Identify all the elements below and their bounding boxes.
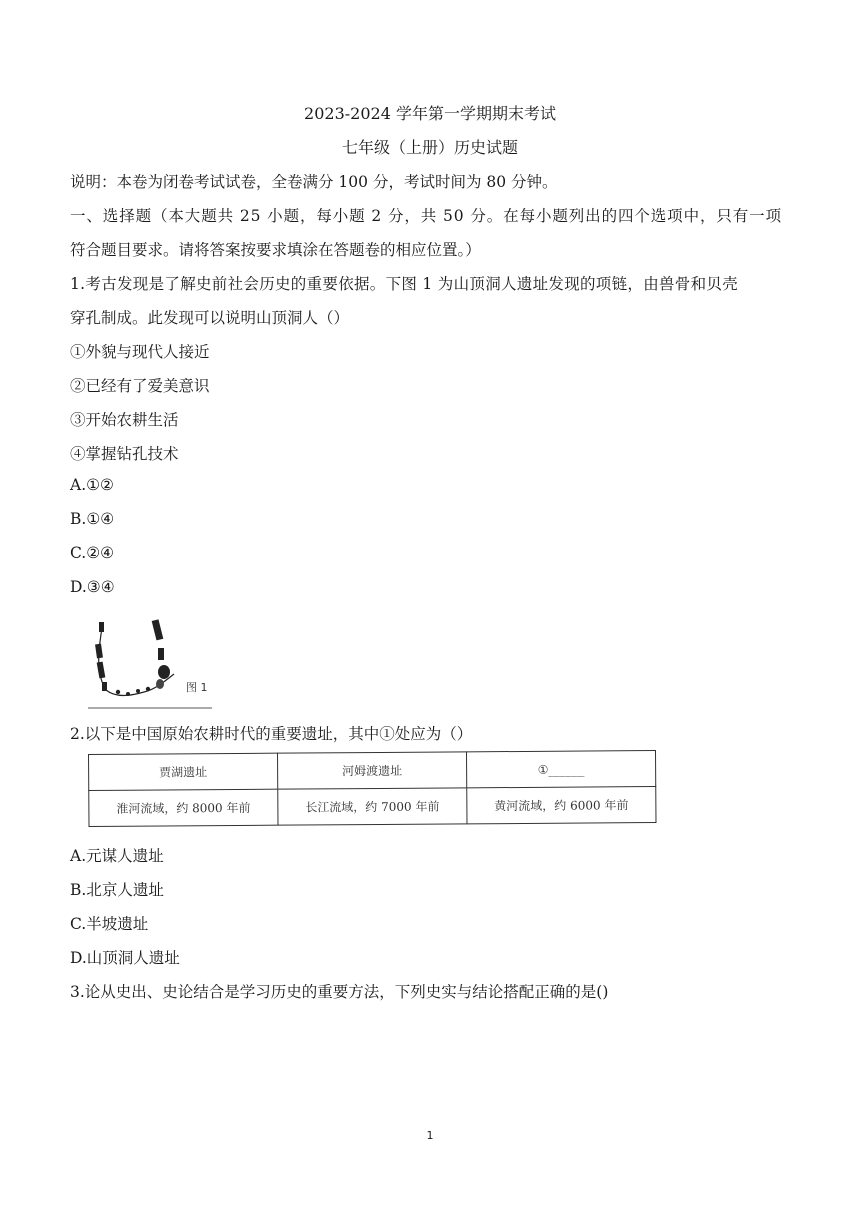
q2-option-d: D.山顶洞人遗址 <box>70 949 180 967</box>
q1-option-a: A.①② <box>70 476 114 494</box>
table-row <box>89 787 656 827</box>
section1-line1: 一、选择题（本大题共 25 小题，每小题 2 分，共 50 分。在每小题列出的四个选项中，只有一项 <box>70 207 782 225</box>
table-cell: 长江流域，约 7000 年前 <box>278 788 467 825</box>
q1-statement-1: ①外貌与现代人接近 <box>70 343 210 361</box>
instructions: 说明：本卷为闭卷考试试卷，全卷满分 100 分，考试时间为 80 分钟。 <box>70 173 558 191</box>
q1-statement-3: ③开始农耕生活 <box>70 411 179 429</box>
section1-line2: 符合题目要求。请将答案按要求填涂在答题卷的相应位置。） <box>70 241 481 259</box>
page-number: 1 <box>426 1129 434 1142</box>
q3-stem: 3.论从史出、史论结合是学习历史的重要方法，下列史实与结论搭配正确的是() <box>70 983 609 1001</box>
q2-stem: 2.以下是中国原始农耕时代的重要遗址，其中①处应为（） <box>70 725 473 743</box>
exam-title: 2023-2024 学年第一学期期末考试 <box>304 104 556 123</box>
q2-option-b: B.北京人遗址 <box>70 881 164 899</box>
figure1-caption: 图 1 <box>186 681 208 694</box>
q1-statement-2: ②已经有了爱美意识 <box>70 377 210 395</box>
q1-stem-line2: 穿孔制成。此发现可以说明山顶洞人（） <box>70 309 350 327</box>
q1-statement-4: ④掌握钻孔技术 <box>70 445 179 463</box>
table-cell: ①______ <box>466 751 655 788</box>
table-cell: 黄河流域，约 6000 年前 <box>467 787 656 824</box>
q1-stem-line1: 1.考古发现是了解史前社会历史的重要依据。下图 1 为山顶洞人遗址发现的项链，由兽骨和贝壳 <box>70 275 739 293</box>
necklace-figure <box>88 612 212 712</box>
exam-subtitle: 七年级（上册）历史试题 <box>341 138 518 157</box>
q1-option-d: D.③④ <box>70 578 115 596</box>
q2-option-c: C.半坡遗址 <box>70 915 149 933</box>
q1-option-b: B.①④ <box>70 510 115 528</box>
table-header-row <box>89 751 656 791</box>
q2-option-a: A.元谋人遗址 <box>70 847 164 865</box>
sites-table <box>88 750 656 827</box>
table-cell: 淮河流域，约 8000 年前 <box>89 789 278 826</box>
table-cell: 贾湖遗址 <box>89 753 278 790</box>
q1-option-c: C.②④ <box>70 544 115 562</box>
table-cell: 河姆渡遗址 <box>277 752 466 789</box>
